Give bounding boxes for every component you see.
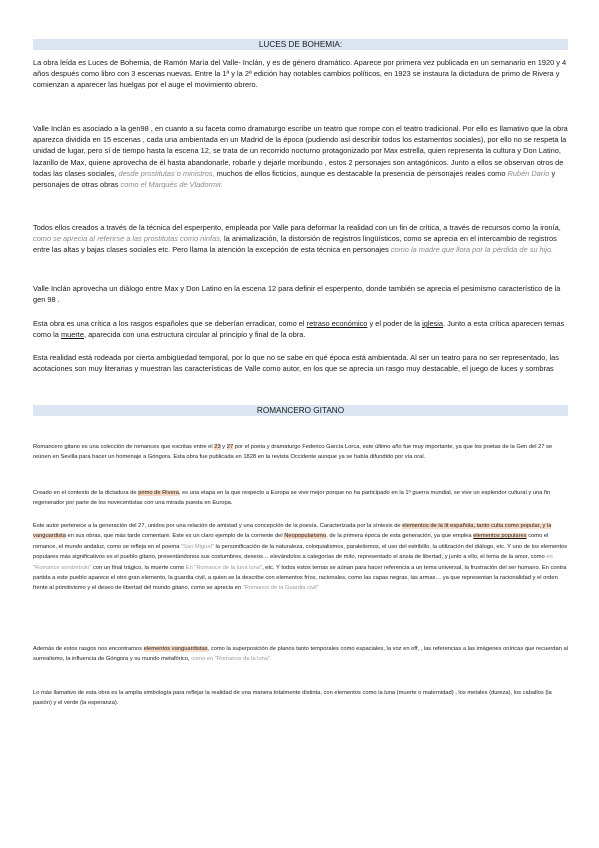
paragraph: Romancero gitano es una colección de romances que escritas entre el 23 y 27 por el poeta y dramaturgo Federico García Lorca, este último año fue muy importante, ya que los poetas de la Gen del 27 se reúnen en Sevilla para hacer un homenaje a Góngora. Esta obra fue publicada en 1828 en la revista Occidente aunque ya se había difundido por vía oral.: [33, 444, 553, 461]
section-title: ROMANCERO GITANO: [256, 406, 345, 415]
paragraph: Lo más llamativo de esta obra es la amplia simbología para reflejar la realidad de una manera totalmente distinta, con elementos como la luna (muerte o maternidad) , los metales (dureza), los caballos (la pasión) y el verde (la esperanza).: [33, 690, 552, 707]
paragraph: Valle Inclán es asociado a la gen98 , en cuanto a su faceta como dramaturgo escribe un teatro que rompe con el teatro tradicional. Por ello es llamativo que la obra aparezca dividida en 15 escenas , cada una ambientada en un Madrid de la época (pudiendo así describir todos los estamentos sociales), por ello no se respeta la unidad de lugar, pero sí de tiempo hasta la escena 12, se trata de un recorrido nocturno protagonizado por Max estrella, quien representa la cultura y Don Latino, lazarillo de Max, quiene aprovecha de él hasta abandonarle, robarle y dejarle moribundo , estos 2 personajes son antagónicos. Junto a ellos se observan otros de todas las clases sociales, desde prostitutas o ministros, muchos de ellos ficticios, aunque es destacable la presencia de personajes reales como Rubén Darío y personajes de otras obras como el Marqués de Vladormir.: [33, 124, 568, 190]
section-title: LUCES DE BOHEMIA:: [258, 40, 343, 49]
paragraph: La obra leída es Luces de Bohemia, de Ramón María del Valle- Inclán, y es de género dramático. Aparece por primera vez publicada en un semanario en 1920 y 4 años después como libro con 3 escenas nuevas. Entre la 1ª y la 2ª edición hay notables cambios políticos, en 1923 se instaura la dictadura de primo de Rivera y comienzan a aparecer las huelgas por el auge el movimiento obrero.: [33, 58, 567, 90]
paragraph: Además de estos rasgos nos encontramos elementos vanguardistas, como la superposición de planos tanto temporales como espaciales, la voz en off, , las referencias a las imágenes oníricas que recuerdan al surrealismo, la influencia de Góngora y su mundo metafórico, como en "Romance de la luna".: [33, 646, 568, 663]
section-heading-luces: [33, 39, 568, 50]
paragraph: Esta realidad está rodeada por cierta ambigüedad temporal, por lo que no se sabe en qué época está ambientada. Al ser un teatro para no ser representado, las acotaciones son muy literarias y muestran las características de Valle como autor, en los que se aprecia un rasgo muy destacable, el juego de luces y sombras: [33, 353, 559, 374]
paragraph: Todos ellos creados a través de la técnica del esperpento, empleada por Valle para deformar la realidad con un fin de crítica, a través de recursos como la ironía, como se aprecia al referirse a las prostitutas como ninfas, la animalización, la distorsión de registros lingüísticos, como se aprecia en el intercambio de registros entre las altas y bajas clases sociales etc. Pero llama la atención la excepción de esta técnica en personajes como la madre que llora por la pérdida de su hijo.: [33, 223, 561, 255]
paragraph: Esta obra es una crítica a los rasgos españoles que se deberían erradicar, como el retraso económico y el poder de la iglesia. Junto a esta crítica aparecen temas como la muerte, aparecida con una estructura circular al principio y final de la obra.: [33, 319, 565, 340]
paragraph: Este autor pertenece a la generación del 27, unidos por una relación de amistad y una concepción de la poesía. Caracterizada por la síntesis de elementos de la lit española, tanto culta como popular, y la vanguardista en sus obras, que más tarde comentaré. Este es un claro ejemplo de la corriente del Neopopularismo, de la primera época de esta generación, ya que emplea elementos populares como el romance, el mundo andaluz, como se refleja en el poema "San Miguel" la personificación de la naturaleza, coloquialismos, paralelismos, el uso del estribillo, la utilización del diálogo, etc. Y uno de los elementos populares más significativos es el pueblo gitano, presentándonos sus costumbres, deseos… elevándolos a categorías de mito, representado el ansia de libertad, y junto a ello, el tema de la amor, como en "Romance sonámbulo" con un final trágico, la muerte como En "Romance de la luna luna", etc. Y todos estos temas se aúnan para hacer referencia a un tema universal, la frustración del ser humano. En contra partida a este pueblo aparece el otro gran elemento, la guardia civil, a quien se la describe con elementos fríos, racionales, como las capas negras, las armas… ya que representan la racionalidad y el orden frente al primitivismo y el deseo de libertad del mundo gitano, como se aprecia en "Romance de la Guardia civil": [33, 523, 568, 592]
section-heading-romancero: [33, 405, 568, 416]
paragraph: Creado en el contexto de la dictadura de primo de Rivera, es una etapa en la que respecto a Europa se vive mejor porque no ha participado en la 1º guerra mundial, se vive un esplendor cultural y una fin regenerador por parte de los novecentistas con una mirada puesta en Europa.: [33, 490, 551, 507]
paragraph: Valle Inclán aprovecha un diálogo entre Max y Don Latino en la escena 12 para definir el esperpento, donde también se aprecia el pesimismo característico de la gen 98 .: [33, 284, 561, 305]
